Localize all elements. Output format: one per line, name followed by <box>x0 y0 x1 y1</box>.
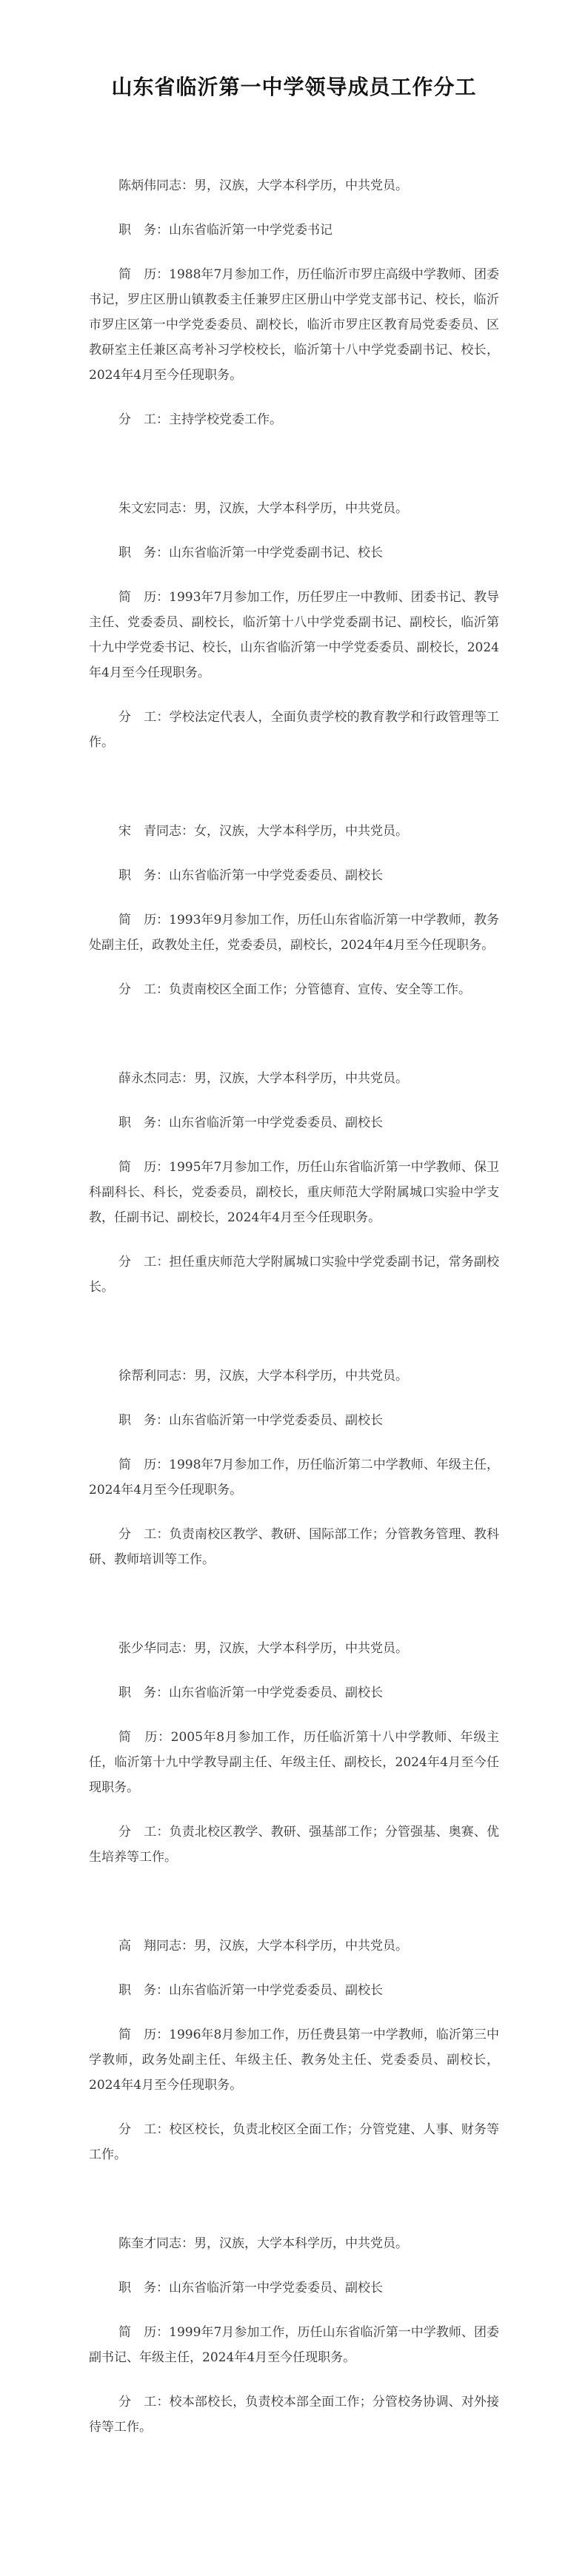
person-duty: 分 工：负责南校区全面工作；分管德育、宣传、安全等工作。 <box>118 982 471 997</box>
person-resume: 简 历：1993年7月参加工作，历任罗庄一中教师、团委书记、教导主任、党委委员、副校长，临沂第十八中学党委副书记、副校长，临沂第十九中学党委书记、校长，山东省临沂第一中学党委委员、副校长，2024年4月至今任现职务。 <box>89 590 499 680</box>
person-position: 职 务：山东省临沂第一中学党委委员、副校长 <box>118 868 383 883</box>
person-resume: 简 历：1999年7月参加工作，历任山东省临沂第一中学教师、团委副书记、年级主任，2024年4月至今任现职务。 <box>89 2325 499 2365</box>
section-gap <box>89 774 499 819</box>
person-duty: 分 工：校本部校长，负责校本部全面工作；分管校务协调、对外接待等工作。 <box>89 2395 499 2435</box>
person-block <box>89 496 499 755</box>
person-intro: 陈奎才同志：男，汉族，大学本科学历，中共党员。 <box>118 2236 408 2251</box>
section-gap <box>89 1319 499 1364</box>
person-resume: 简 历：2005年8月参加工作，历任临沂第十八中学教师、年级主任，临沂第十九中学教导副主任、年级主任、副校长，2024年4月至今任现职务。 <box>89 1730 499 1795</box>
person-duty: 分 工：主持学校党委工作。 <box>118 412 282 427</box>
person-position: 职 务：山东省临沂第一中学党委委员、副校长 <box>118 2281 383 2295</box>
person-resume: 简 历：1996年8月参加工作，历任费县第一中学教师，临沂第三中学教师，政务处副主任、年级主任、教务处主任、党委委员、副校长，2024年4月至今任现职务。 <box>89 2027 499 2093</box>
person-intro: 宋 青同志：女，汉族，大学本科学历，中共党员。 <box>118 824 408 839</box>
person-resume: 简 历：1995年7月参加工作，历任山东省临沂第一中学教师、保卫科副科长、科长，党委委员，副校长，重庆师范大学附属城口实验中学支教，任副书记、副校长，2024年4月至今任现职务。 <box>89 1160 499 1225</box>
person-position: 职 务：山东省临沂第一中学党委副书记、校长 <box>118 546 383 560</box>
page-title: 山东省临沂第一中学领导成员工作分工 <box>111 75 477 99</box>
person-position: 职 务：山东省临沂第一中学党委委员、副校长 <box>118 1413 383 1428</box>
person-intro: 徐帮利同志：男，汉族，大学本科学历，中共党员。 <box>118 1369 408 1383</box>
person-block <box>89 1066 499 1300</box>
person-resume: 简 历：1998年7月参加工作，历任临沂第二中学教师、年级主任，2024年4月至今任现职务。 <box>89 1458 499 1497</box>
person-duty: 分 工：负责北校区教学、教研、强基部工作；分管强基、奥赛、优生培养等工作。 <box>89 1825 499 1865</box>
people-list <box>89 173 499 2440</box>
person-duty: 分 工：学校法定代表人，全面负责学校的教育教学和行政管理等工作。 <box>89 710 499 750</box>
section-gap <box>89 452 499 496</box>
person-resume: 简 历：1993年9月参加工作，历任山东省临沂第一中学教师，教务处副主任，政教处主任，党委委员，副校长，2024年4月至今任现职务。 <box>89 913 499 953</box>
person-block <box>89 1636 499 1870</box>
person-position: 职 务：山东省临沂第一中学党委书记 <box>118 223 333 238</box>
person-block <box>89 1933 499 2167</box>
person-block <box>89 173 499 432</box>
person-intro: 薛永杰同志：男，汉族，大学本科学历，中共党员。 <box>118 1071 408 1086</box>
person-intro: 高 翔同志：男，汉族，大学本科学历，中共党员。 <box>118 1939 408 1953</box>
person-intro: 陈炳伟同志：男，汉族，大学本科学历，中共党员。 <box>118 178 408 193</box>
person-block <box>89 1364 499 1572</box>
person-intro: 朱文宏同志：男，汉族，大学本科学历，中共党员。 <box>118 501 408 516</box>
person-block <box>89 2231 499 2440</box>
person-position: 职 务：山东省临沂第一中学党委委员、副校长 <box>118 1116 383 1130</box>
section-gap <box>89 1591 499 1636</box>
section-gap <box>89 1022 499 1066</box>
person-duty: 分 工：负责南校区教学、教研、国际部工作；分管教务管理、教科研、教师培训等工作。 <box>89 1527 499 1567</box>
person-duty: 分 工：担任重庆师范大学附属城口实验中学党委副书记，常务副校长。 <box>89 1255 499 1295</box>
person-resume: 简 历：1988年7月参加工作，历任临沂市罗庄高级中学教师、团委书记，罗庄区册山镇教委主任兼罗庄区册山中学党支部书记、校长，临沂市罗庄区第一中学党委委员、副校长，临沂市罗庄区教育局党委委员、区教研室主任兼区高考补习学校校长，临沂第十八中学党委副书记、校长，2024年4月至今任现职务。 <box>89 267 499 383</box>
person-position: 职 务：山东省临沂第一中学党委委员、副校长 <box>118 1686 383 1700</box>
section-gap <box>89 2187 499 2231</box>
person-duty: 分 工：校区校长，负责北校区全面工作；分管党建、人事、财务等工作。 <box>89 2122 499 2162</box>
section-gap <box>89 1889 499 1933</box>
person-intro: 张少华同志：男，汉族，大学本科学历，中共党员。 <box>118 1641 408 1656</box>
person-block <box>89 819 499 1002</box>
person-position: 职 务：山东省临沂第一中学党委委员、副校长 <box>118 1983 383 1998</box>
